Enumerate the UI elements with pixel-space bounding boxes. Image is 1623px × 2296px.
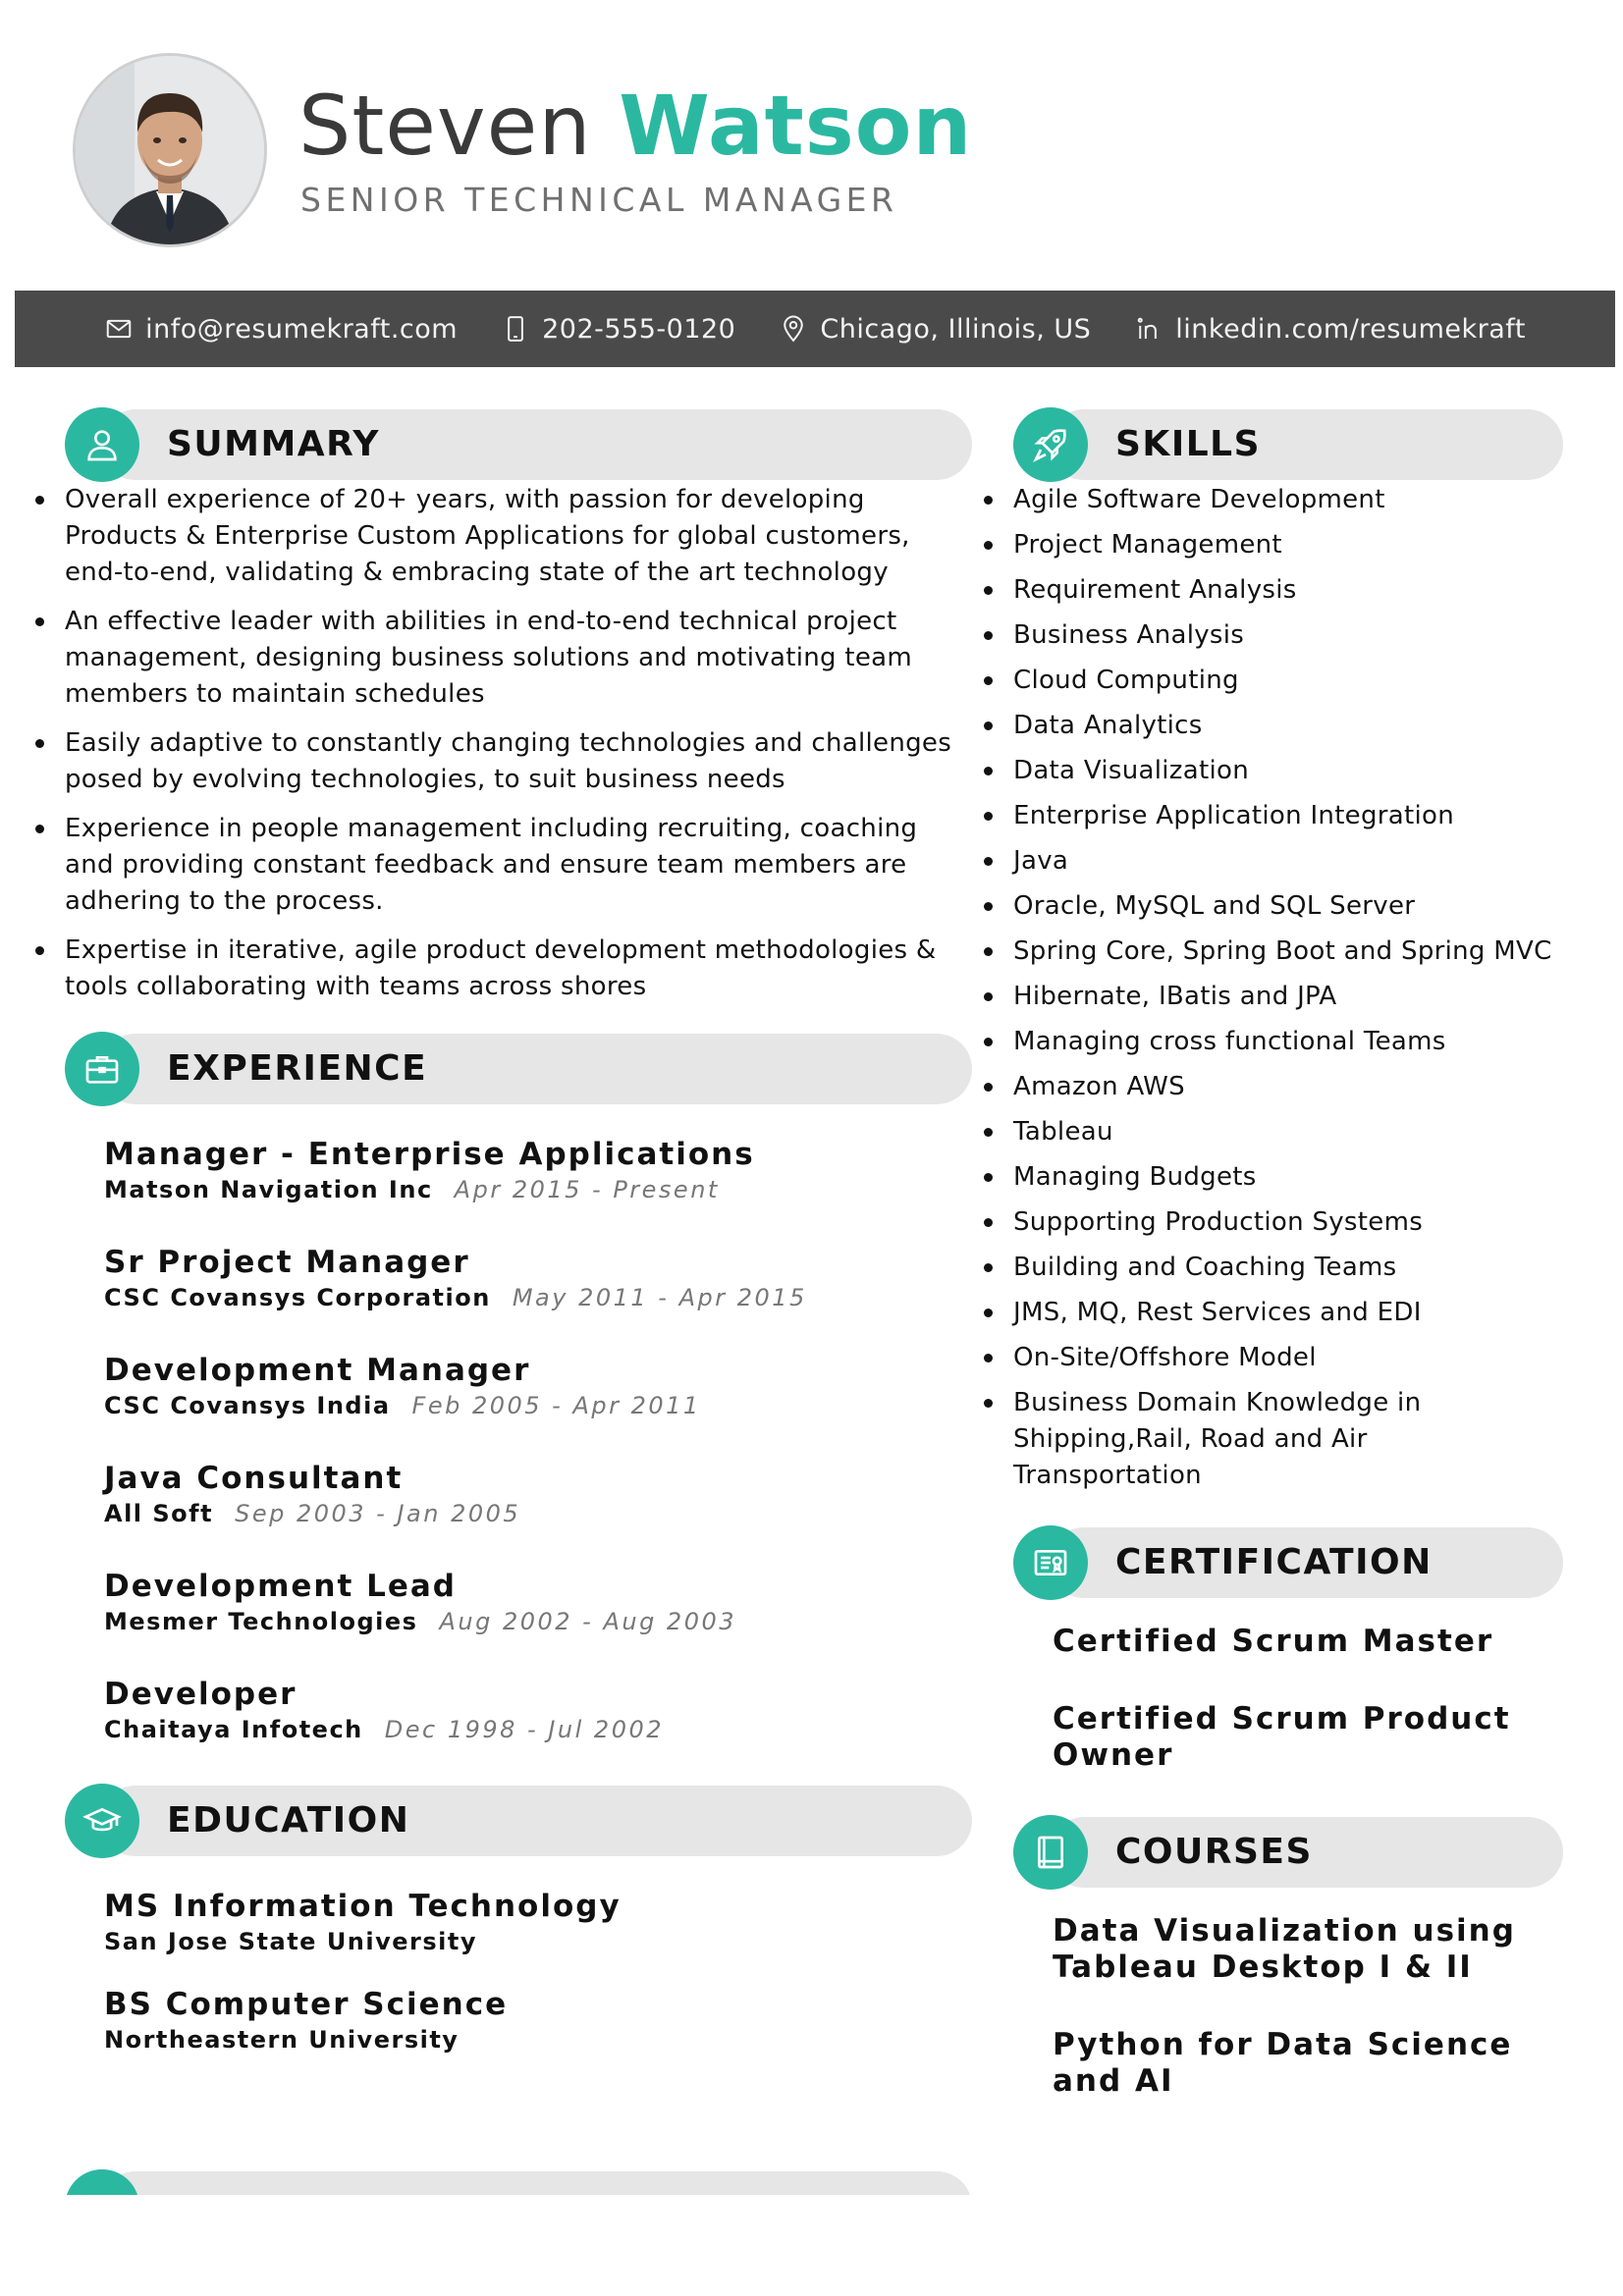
experience-list [65,1136,972,1746]
location-pin-icon [779,314,808,344]
location-text: Chicago, Illinois, US [820,313,1092,345]
education-degree: MS Information Technology [104,1889,622,1924]
job-company: Matson Navigation Inc [104,1176,433,1203]
skills-header [1013,407,1563,482]
skill-item: Managing Budgets [1013,1159,1563,1196]
skill-item: Java [1013,843,1563,880]
education-list [65,1888,972,2056]
skill-item: Building and Coaching Teams [1013,1250,1563,1286]
courses-title: COURSES [1115,1832,1313,1872]
contact-email[interactable] [104,314,458,345]
summary-list [65,482,972,1005]
courses-header [1013,1815,1563,1890]
summary-item: Experience in people management including recruiting, coaching and providing constant feedback and ensure team members are adhering to the process. [65,811,972,920]
certification-item: Certified Scrum Master [1053,1624,1494,1659]
contact-linkedin[interactable] [1134,314,1526,345]
job-company: All Soft [104,1500,214,1527]
certification-item: Certified Scrum Product Owner [1053,1701,1511,1773]
skill-item: Spring Core, Spring Boot and Spring MVC [1013,934,1563,970]
job-company: Mesmer Technologies [104,1608,418,1635]
job-dates: May 2011 - Apr 2015 [512,1284,807,1311]
skill-item: Oracle, MySQL and SQL Server [1013,888,1563,925]
summary-item: Expertise in iterative, agile product development methodologies & tools collaborating with teams across shores [65,933,972,1005]
job-entry [104,1136,972,1206]
right-column [1013,407,1563,2141]
user-icon [65,407,139,482]
experience-title: EXPERIENCE [167,1048,428,1089]
job-company: CSC Covansys Corporation [104,1284,491,1311]
graduation-cap-icon [65,1784,139,1858]
skills-section [1013,407,1563,1494]
phone-text: 202-555-0120 [542,313,736,345]
linkedin-icon [1134,314,1163,344]
skill-item: Data Visualization [1013,753,1563,789]
skill-item: Requirement Analysis [1013,572,1563,609]
job-dates: Dec 1998 - Jul 2002 [384,1716,664,1743]
certificate-icon [1013,1525,1088,1600]
job-role: Sr Project Manager [104,1245,470,1280]
certification-section [1013,1525,1563,1774]
profile-photo [73,53,267,247]
job-role: Java Consultant [104,1461,404,1496]
skill-item: Project Management [1013,527,1563,563]
courses-list [1013,1913,1563,2100]
skill-item: Managing cross functional Teams [1013,1024,1563,1060]
phone-icon [501,314,530,344]
summary-item: An effective leader with abilities in end-to-end technical project management, designing business solutions and motivating team members to maintain schedules [65,604,972,713]
job-role: Development Lead [104,1569,457,1604]
summary-header [65,407,972,482]
summary-item: Overall experience of 20+ years, with passion for developing Products & Enterprise Custom Applications for global customers, end-to-end, validating & embracing state of the art technology [65,482,972,591]
experience-header [65,1032,972,1106]
envelope-icon [104,314,134,344]
skill-item: Cloud Computing [1013,663,1563,699]
summary-item: Easily adaptive to constantly changing technologies and challenges posed by evolving technologies, to suit business needs [65,725,972,798]
summary-title: SUMMARY [167,424,380,464]
next-section-partial [65,2169,972,2195]
job-company: Chaitaya Infotech [104,1716,363,1743]
first-name: Steven [298,78,592,174]
summary-section [65,407,972,1005]
book-icon [1013,1815,1088,1890]
job-role: Manager - Enterprise Applications [104,1137,755,1172]
candidate-name [298,77,972,175]
linkedin-text: linkedin.com/resumekraft [1175,313,1526,345]
job-dates: Apr 2015 - Present [454,1176,720,1203]
skill-item: Supporting Production Systems [1013,1204,1563,1241]
job-entry [104,1460,972,1530]
contact-phone[interactable] [501,314,735,345]
job-company: CSC Covansys India [104,1392,391,1419]
left-column [65,407,972,2084]
skill-item: Amazon AWS [1013,1069,1563,1105]
education-entry [104,1888,972,1958]
education-degree: BS Computer Science [104,1987,509,2022]
job-title: SENIOR TECHNICAL MANAGER [300,181,898,219]
email-text: info@resumekraft.com [145,313,459,345]
skill-item: Tableau [1013,1114,1563,1150]
skill-item: Data Analytics [1013,708,1563,744]
job-entry [104,1244,972,1314]
education-title: EDUCATION [167,1800,410,1841]
contact-location [779,314,1091,345]
education-section [65,1784,972,2056]
education-school: Northeastern University [104,2026,460,2054]
skill-item: On-Site/Offshore Model [1013,1340,1563,1376]
skill-item: Enterprise Application Integration [1013,798,1563,834]
skills-title: SKILLS [1115,424,1262,464]
job-entry [104,1568,972,1638]
job-dates: Sep 2003 - Jan 2005 [235,1500,521,1527]
courses-section [1013,1815,1563,2100]
education-entry [104,1986,972,2056]
job-role: Development Manager [104,1353,531,1388]
course-item: Python for Data Science and AI [1053,2027,1513,2099]
certification-title: CERTIFICATION [1115,1542,1433,1582]
certification-list [1013,1624,1563,1774]
job-entry [104,1676,972,1746]
skill-item: Business Domain Knowledge in Shipping,Rail, Road and Air Transportation [1013,1385,1563,1494]
skills-list [1013,482,1563,1494]
rocket-icon [1013,407,1088,482]
job-dates: Feb 2005 - Apr 2011 [411,1392,701,1419]
certification-header [1013,1525,1563,1600]
last-name: Watson [619,78,973,174]
skill-item: Business Analysis [1013,617,1563,654]
experience-section [65,1032,972,1746]
education-school: San Jose State University [104,1928,478,1955]
skill-item: JMS, MQ, Rest Services and EDI [1013,1295,1563,1331]
contact-bar [15,291,1615,367]
education-header [65,1784,972,1858]
skill-item: Agile Software Development [1013,482,1563,518]
job-role: Developer [104,1677,298,1712]
job-entry [104,1352,972,1422]
skill-item: Hibernate, IBatis and JPA [1013,979,1563,1015]
briefcase-icon [65,1032,139,1106]
job-dates: Aug 2002 - Aug 2003 [439,1608,737,1635]
course-item: Data Visualization using Tableau Desktop I & II [1053,1913,1516,1985]
